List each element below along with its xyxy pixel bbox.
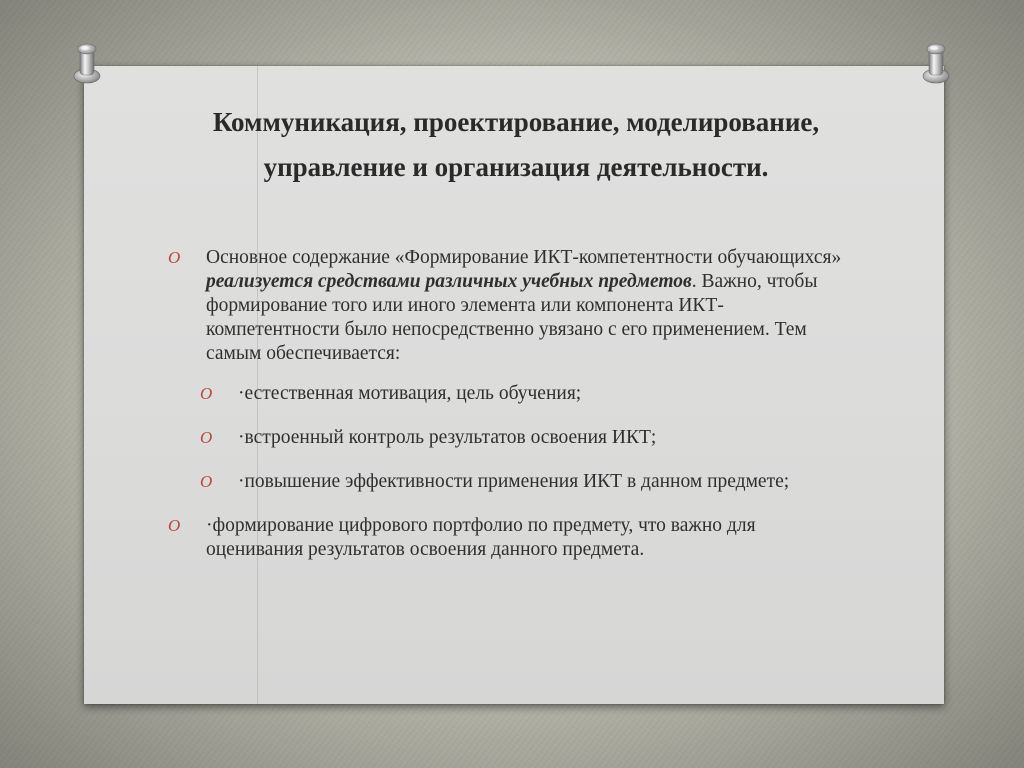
- slide-content: [168, 246, 848, 562]
- pushpin-icon: [917, 40, 955, 88]
- slide-title-line-2: управление и организация деятельности.: [263, 152, 769, 182]
- list-item-emphasis: реализуется средствами различных учебных предметов: [206, 271, 692, 292]
- list-item-text: ·естественная мотивация, цель обучения;: [238, 383, 582, 404]
- list-item-text: ·встроенный контроль результатов освоения ИКТ;: [238, 427, 657, 448]
- slide-title-line-1: Коммуникация, проектирование, моделирование,: [212, 107, 820, 137]
- pushpin-icon: [68, 40, 106, 88]
- sub-list-item: [200, 426, 848, 450]
- sub-list-item: [200, 382, 848, 406]
- sub-list-item: [200, 470, 848, 494]
- list-item-text: ·формирование цифрового портфолио по предмету, что важно для оценивания результатов освоения данного предмета.: [206, 515, 756, 560]
- bullet-icon: O: [168, 516, 181, 535]
- slide-title: [110, 100, 922, 190]
- bullet-icon: O: [168, 248, 181, 267]
- bullet-icon: O: [200, 428, 213, 447]
- bullet-icon: O: [200, 384, 213, 403]
- list-item: [168, 246, 848, 366]
- list-item: [168, 514, 848, 562]
- list-item-text-continued: . Важно, чтобы формирование того или иного элемента или компонента ИКТ-компетентности было непосредственно увязано с его применением. Тем самым обеспечивается:: [206, 271, 818, 364]
- list-item-text: ·повышение эффективности применения ИКТ в данном предмете;: [238, 471, 790, 492]
- list-item-text: Основное содержание «Формирование ИКТ-компетентности обучающихся»: [206, 247, 842, 268]
- bullet-icon: O: [200, 472, 213, 491]
